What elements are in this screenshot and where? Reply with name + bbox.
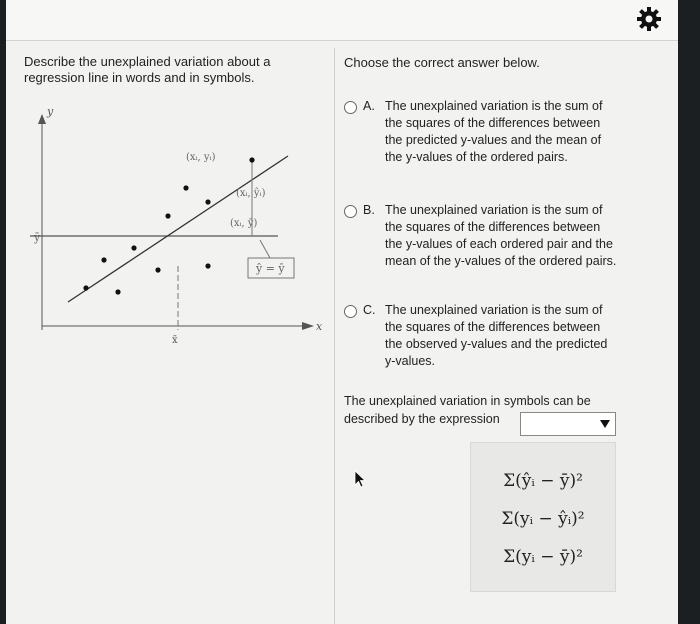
mean-point-label: (xᵢ, ȳ) (230, 218, 258, 229)
answer-prompt: Choose the correct answer below. (344, 55, 540, 70)
dropdown-option-3[interactable]: Σ(yᵢ − ȳ)² (503, 547, 583, 567)
data-point (183, 185, 188, 190)
gear-icon[interactable] (634, 4, 664, 34)
option-c-radio[interactable] (344, 305, 357, 318)
x-axis-label: x (316, 320, 323, 333)
data-point (115, 289, 120, 294)
data-point (165, 213, 170, 218)
x-mean-label: x̄ (172, 335, 178, 346)
option-b-label: B. (363, 203, 375, 217)
option-b-radio[interactable] (344, 205, 357, 218)
data-point (205, 199, 210, 204)
x-axis-arrow (302, 322, 314, 330)
data-point (101, 257, 106, 262)
option-a-text[interactable]: The unexplained variation is the sum of the squares of the differences between the predicted y-values and the mean of the y-values of the ordered pairs. (385, 99, 603, 164)
dropdown-menu (470, 442, 616, 592)
observed-point-label: (xᵢ, yᵢ) (186, 152, 216, 163)
y-mean-label: ȳ (34, 231, 41, 244)
option-a-label: A. (363, 99, 375, 113)
mouse-pointer-icon (354, 470, 366, 488)
screen (6, 0, 678, 624)
option-b-text[interactable]: The unexplained variation is the sum of the squares of the differences between the y-values of each ordered pair and the mean of the y-values of the ordered pairs. (385, 203, 617, 268)
top-bar (6, 0, 678, 41)
data-point (249, 157, 254, 162)
dropdown-option-2[interactable]: Σ(yᵢ − ŷᵢ)² (501, 509, 585, 529)
expression-dropdown[interactable] (520, 412, 616, 436)
option-a-radio[interactable] (344, 101, 357, 114)
question-text: Describe the unexplained variation about a regression line in words and in symbols. (24, 54, 271, 85)
caret-down-icon[interactable] (600, 420, 610, 428)
data-point (83, 285, 88, 290)
option-c-label: C. (363, 303, 376, 317)
option-b[interactable] (344, 202, 621, 270)
regression-graph (20, 98, 330, 348)
expression-prompt: The unexplained variation in symbols can be described by the expression (344, 394, 591, 426)
y-axis-label: y (47, 105, 54, 118)
y-axis-arrow (38, 114, 46, 124)
option-c[interactable] (344, 302, 621, 370)
option-a[interactable] (344, 98, 621, 166)
callout-line (260, 240, 270, 258)
data-point (155, 267, 160, 272)
panel-divider (334, 48, 335, 624)
option-c-text[interactable]: The unexplained variation is the sum of the squares of the differences between the observed y-values and the predicted y-values. (385, 303, 608, 368)
callout-label: ŷ = ȳ (256, 262, 285, 275)
predicted-point-label: (xᵢ, ŷᵢ) (236, 188, 266, 199)
data-point (131, 245, 136, 250)
dropdown-option-1[interactable]: Σ(ŷᵢ − ȳ)² (503, 471, 583, 491)
data-point (205, 263, 210, 268)
